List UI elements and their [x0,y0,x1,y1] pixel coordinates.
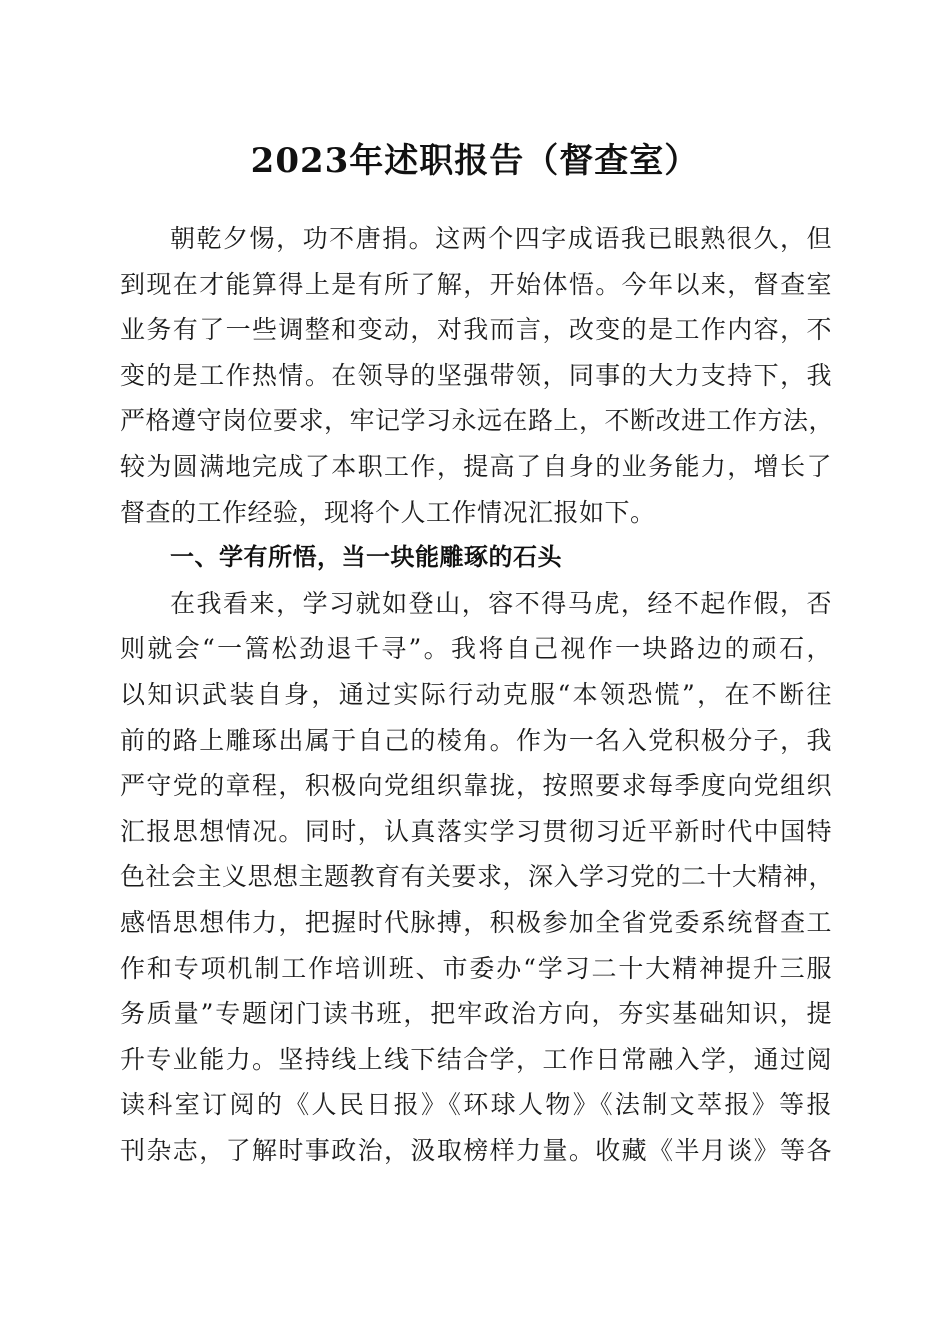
paragraph-line: 朝乾夕惕，功不唐捐。这两个四字成语我已眼熟很久，但 [170,224,832,253]
paragraph-line: 作和专项机制工作培训班、市委办“学习二十大精神提升三服 [120,953,832,983]
document-body [120,216,835,1173]
paragraph-line: 较为圆满地完成了本职工作，提高了自身的业务能力，增长了 [120,451,832,481]
paragraph-line: 感悟思想伟力，把握时代脉搏，积极参加全省党委系统督查工 [120,907,832,937]
paragraph-line: 严守党的章程，积极向党组织靠拢，按照要求每季度向党组织 [120,771,832,801]
paragraph-line: 以知识武装自身，通过实际行动克服“本领恐慌”，在不断往 [120,679,832,709]
paragraph-line: 升专业能力。坚持线上线下结合学，工作日常融入学，通过阅 [120,1044,832,1074]
paragraph-line: 汇报思想情况。同时，认真落实学习贯彻习近平新时代中国特 [120,816,832,846]
paragraph-line: 读科室订阅的《人民日报》《环球人物》《法制文萃报》等报 [120,1090,832,1120]
paragraph-line: 务质量”专题闭门读书班，把牢政治方向，夯实基础知识，提 [120,999,832,1029]
paragraph-line: 前的路上雕琢出属于自己的棱角。作为一名入党积极分子，我 [120,725,832,755]
paragraph-line: 到现在才能算得上是有所了解，开始体悟。今年以来，督查室 [120,269,832,299]
paragraph-line: 督查的工作经验，现将个人工作情况汇报如下。 [120,497,656,527]
document-title: 2023年述职报告（督查室） [250,141,700,181]
section-heading: 一、学有所悟，当一块能雕琢的石头 [170,543,562,572]
paragraph-line: 刊杂志，了解时事政治，汲取榜样力量。收藏《半月谈》等各 [120,1135,832,1165]
paragraph-line: 变的是工作热情。在领导的坚强带领，同事的大力支持下，我 [120,360,832,390]
paragraph-line: 则就会“一篙松劲退千寻”。我将自己视作一块路边的顽石， [120,634,832,664]
paragraph-line: 在我看来，学习就如登山，容不得马虎，经不起作假，否 [170,588,832,618]
paragraph-line: 严格遵守岗位要求，牢记学习永远在路上，不断改进工作方法， [120,406,835,436]
paragraph-line: 业务有了一些调整和变动，对我而言，改变的是工作内容，不 [120,315,832,345]
paragraph-line: 色社会主义思想主题教育有关要求，深入学习党的二十大精神， [120,862,835,892]
